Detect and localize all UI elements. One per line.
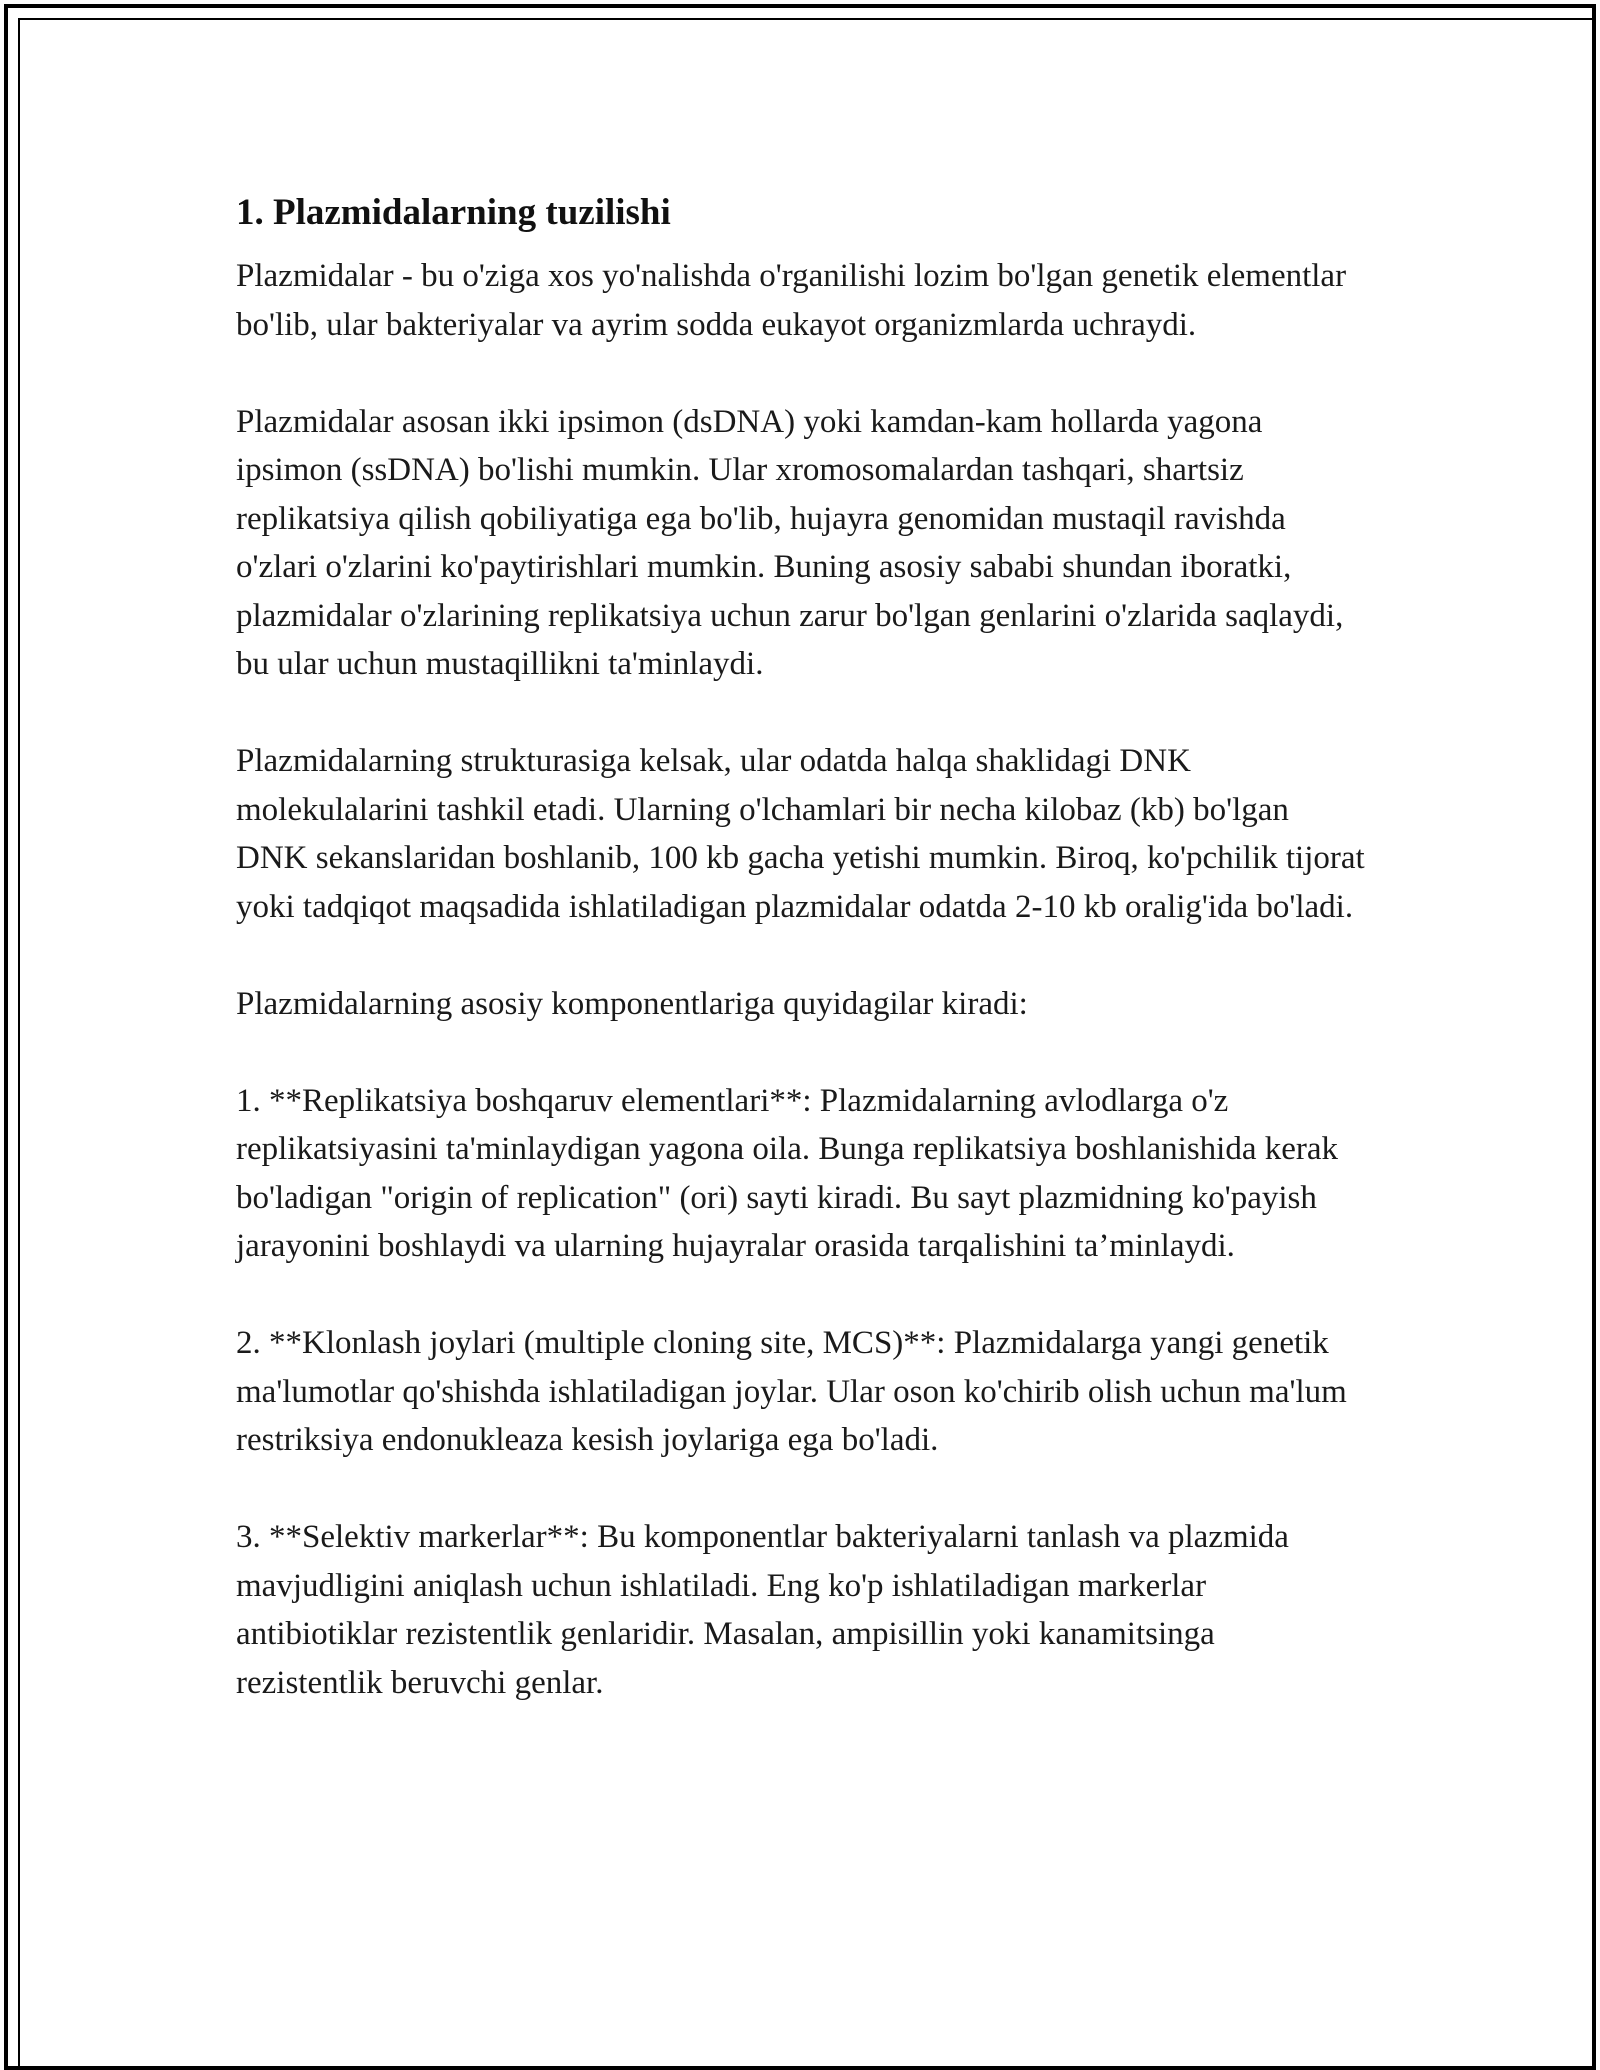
- paragraph-dna-types: Plazmidalar asosan ikki ipsimon (dsDNA) yoki kamdan-kam hollarda yagona ipsimon (ssDNA) bo'lishi mumkin. Ular xromosomalardan tashqari, shartsiz replikatsiya qilish qobiliyatiga ega bo'lib, hujayra genomidan mustaqil ravishda o'zlari o'zlarini ko'paytirishlari mumkin. Buning asosiy sababi shundan iboratki, plazmidalar o'zlarining replikatsiya uchun zarur bo'lgan genlarini o'zlarida saqlaydi, bu ular uchun mustaqillikni ta'minlaydi.: [236, 403, 1344, 682]
- paragraph-components-intro: Plazmidalarning asosiy komponentlariga quyidagilar kiradi:: [236, 985, 1028, 1022]
- section-heading: 1. Plazmidalarning tuzilishi: [236, 192, 671, 233]
- list-item-selective-markers: 3. **Selektiv markerlar**: Bu komponentlar bakteriyalarni tanlash va plazmida mavjudligini aniqlash uchun ishlatiladi. Eng ko'p ishlatiladigan markerlar antibiotiklar rezistentlik genlaridir. Masalan, ampisillin yoki kanamitsinga rezistentlik beruvchi genlar.: [236, 1519, 1289, 1701]
- document-body: [236, 186, 1366, 1707]
- list-item-cloning-site: 2. **Klonlash joylari (multiple cloning site, MCS)**: Plazmidalarga yangi genetik ma'lumotlar qo'shishda ishlatiladigan joylar. Ular oson ko'chirib olish uchun ma'lum restriksiya endonukleaza kesish joylariga ega bo'ladi.: [236, 1325, 1347, 1458]
- paragraph-intro: Plazmidalar - bu o'ziga xos yo'nalishda o'rganilishi lozim bo'lgan genetik elementlar bo'lib, ular bakteriyalar va ayrim sodda eukayot organizmlarda uchraydi.: [236, 258, 1347, 343]
- paragraph-structure: Plazmidalarning strukturasiga kelsak, ular odatda halqa shaklidagi DNK molekulalarini tashkil etadi. Ularning o'lchamlari bir necha kilobaz (kb) bo'lgan DNK sekanslaridan boshlanib, 100 kb gacha yetishi mumkin. Biroq, ko'pchilik tijorat yoki tadqiqot maqsadida ishlatiladigan plazmidalar odatda 2-10 kb oralig'ida bo'ladi.: [236, 743, 1365, 925]
- list-item-replication: 1. **Replikatsiya boshqaruv elementlari**: Plazmidalarning avlodlarga o'z replikatsiyasini ta'minlaydigan yagona oila. Bunga replikatsiya boshlanishida kerak bo'ladigan "origin of replication" (ori) sayti kiradi. Bu sayt plazmidning ko'payish jarayonini boshlaydi va ularning hujayralar orasida tarqalishini ta’minlaydi.: [236, 1082, 1339, 1264]
